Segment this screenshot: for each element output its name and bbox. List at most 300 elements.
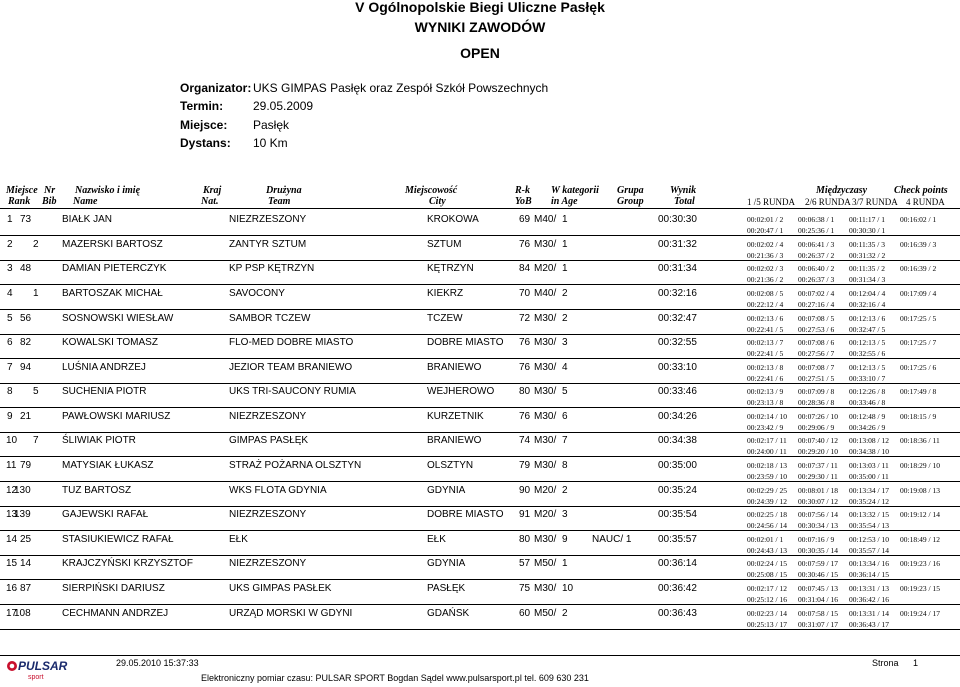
cell-total: 00:32:16 xyxy=(658,288,697,299)
cell-split-s3b: 00:36:42 / 16 xyxy=(849,595,890,604)
cell-yob: 57 xyxy=(519,558,531,569)
cell-split-s4a: 00:18:49 / 12 xyxy=(900,535,941,544)
cell-split-s4a: 00:19:08 / 13 xyxy=(900,486,941,495)
row-separator xyxy=(0,481,960,482)
cell-split-s2a: 00:07:59 / 17 xyxy=(798,559,839,568)
cell-split-s1a: 00:02:13 / 8 xyxy=(747,363,784,372)
cell-split-s3b: 00:32:47 / 5 xyxy=(849,325,886,334)
cell-split-s2a: 00:07:08 / 7 xyxy=(798,363,835,372)
cell-split-s3a: 00:11:35 / 2 xyxy=(849,264,885,273)
table-row xyxy=(0,287,960,310)
cell-bib: 1 xyxy=(33,288,39,299)
row-separator xyxy=(0,407,960,408)
cell-city: BRANIEWO xyxy=(427,435,482,446)
cell-city: BRANIEWO xyxy=(427,362,482,373)
cell-split-s1a: 00:02:02 / 4 xyxy=(747,240,784,249)
cell-split-s3b: 00:35:54 / 13 xyxy=(849,521,890,530)
cell-team: FLO-MED DOBRE MIASTO xyxy=(229,337,354,348)
cell-split-s3b: 00:34:26 / 9 xyxy=(849,423,886,432)
header-name: Name xyxy=(73,196,98,207)
row-separator xyxy=(0,604,960,605)
header-team: Team xyxy=(268,196,291,207)
cell-yob: 90 xyxy=(519,485,531,496)
table-row xyxy=(0,336,960,359)
cell-split-s3b: 00:33:46 / 8 xyxy=(849,398,886,407)
cell-team: STRAŻ POŻARNA OLSZTYN xyxy=(229,460,362,471)
organizer-label: Organizator: xyxy=(180,81,252,95)
cell-split-s3a: 00:13:08 / 12 xyxy=(849,436,890,445)
cell-category: M30/ xyxy=(534,534,557,545)
header-yob: YoB xyxy=(515,196,532,207)
cell-yob: 76 xyxy=(519,239,531,250)
cell-split-s4a: 00:19:24 / 17 xyxy=(900,609,941,618)
cell-split-s2a: 00:06:40 / 2 xyxy=(798,264,835,273)
cell-total: 00:36:14 xyxy=(658,558,697,569)
cell-city: PASŁĘK xyxy=(427,583,466,594)
cell-name: TUZ BARTOSZ xyxy=(62,485,132,496)
cell-total: 00:33:10 xyxy=(658,362,697,373)
cell-split-s3b: 00:32:16 / 4 xyxy=(849,300,886,309)
header-split-1: 1 /5 RUNDA xyxy=(747,197,796,207)
cell-category-position: 2 xyxy=(562,608,568,619)
cell-place: 12 xyxy=(6,485,18,496)
cell-category: M30/ xyxy=(534,411,557,422)
cell-category-position: 3 xyxy=(562,337,568,348)
cell-split-s2b: 00:26:37 / 3 xyxy=(798,275,835,284)
row-separator xyxy=(0,334,960,335)
cell-city: WEJHEROWO xyxy=(427,386,495,397)
cell-split-s4a: 00:17:09 / 4 xyxy=(900,289,937,298)
cell-split-s1a: 00:02:24 / 15 xyxy=(747,559,788,568)
cell-split-s1a: 00:02:18 / 13 xyxy=(747,461,788,470)
cell-split-s1b: 00:25:13 / 17 xyxy=(747,620,788,629)
cell-total: 00:36:42 xyxy=(658,583,697,594)
cell-category-position: 3 xyxy=(562,509,568,520)
row-separator xyxy=(0,555,960,556)
cell-bib: 94 xyxy=(20,362,32,373)
header-kraj: Kraj xyxy=(203,185,222,196)
header-grupa: Grupa xyxy=(617,185,644,196)
cell-place: 11 xyxy=(6,460,17,471)
page-number: 1 xyxy=(913,658,919,668)
cell-split-s3b: 00:31:32 / 2 xyxy=(849,251,886,260)
cell-yob: 74 xyxy=(519,435,531,446)
cell-team: UKS GIMPAS PASŁEK xyxy=(229,583,332,594)
cell-place: 17 xyxy=(6,608,18,619)
table-row xyxy=(0,361,960,384)
cell-bib: 5 xyxy=(33,386,39,397)
cell-split-s1b: 00:23:59 / 10 xyxy=(747,472,788,481)
row-separator xyxy=(0,309,960,310)
cell-total: 00:32:47 xyxy=(658,313,697,324)
table-row xyxy=(0,262,960,285)
cell-bib: 108 xyxy=(14,608,31,619)
cell-yob: 84 xyxy=(519,263,531,274)
header-split-3: 3/7 RUNDA xyxy=(852,197,898,207)
cell-split-s4a: 00:18:36 / 11 xyxy=(900,436,940,445)
cell-team: NIEZRZESZONY xyxy=(229,509,307,520)
cell-bib: 73 xyxy=(20,214,32,225)
cell-name: SIERPIŃSKI DARIUSZ xyxy=(62,583,165,594)
table-row xyxy=(0,582,960,605)
cell-category: M20/ xyxy=(534,509,557,520)
header-rule xyxy=(0,208,960,209)
cell-split-s4a: 00:19:12 / 14 xyxy=(900,510,941,519)
cell-place: 3 xyxy=(7,263,13,274)
cell-split-s2b: 00:27:56 / 7 xyxy=(798,349,835,358)
date-label: Termin: xyxy=(180,99,224,113)
cell-split-s1a: 00:02:13 / 9 xyxy=(747,387,784,396)
cell-split-s2b: 00:30:35 / 14 xyxy=(798,546,839,555)
cell-split-s1a: 00:02:02 / 3 xyxy=(747,264,784,273)
cell-city: GDAŃSK xyxy=(427,608,470,619)
cell-split-s1b: 00:21:36 / 3 xyxy=(747,251,784,260)
header-split-4: 4 RUNDA xyxy=(906,197,945,207)
table-row xyxy=(0,434,960,457)
cell-city: KĘTRZYN xyxy=(427,263,474,274)
cell-bib: 82 xyxy=(20,337,32,348)
cell-split-s1a: 00:02:23 / 14 xyxy=(747,609,788,618)
cell-yob: 76 xyxy=(519,411,531,422)
cell-category: M30/ xyxy=(534,460,557,471)
cell-split-s1b: 00:23:13 / 8 xyxy=(747,398,784,407)
cell-total: 00:32:55 xyxy=(658,337,697,348)
cell-name: STASIUKIEWICZ RAFAŁ xyxy=(62,534,174,545)
cell-split-s3a: 00:11:17 / 1 xyxy=(849,215,885,224)
row-separator xyxy=(0,506,960,507)
cell-name: BIAŁK JAN xyxy=(62,214,113,225)
cell-yob: 70 xyxy=(519,288,531,299)
cell-city: DOBRE MIASTO xyxy=(427,509,504,520)
cell-split-s4a: 00:16:02 / 1 xyxy=(900,215,937,224)
table-row xyxy=(0,484,960,507)
cell-split-s4a: 00:16:39 / 2 xyxy=(900,264,937,273)
header-wynik: Wynik xyxy=(670,185,697,196)
header-nat: Nat. xyxy=(201,196,219,207)
footer-rule xyxy=(0,655,960,656)
cell-category: M40/ xyxy=(534,214,557,225)
row-separator xyxy=(0,530,960,531)
table-row xyxy=(0,410,960,433)
cell-total: 00:33:46 xyxy=(658,386,697,397)
cell-split-s1b: 00:23:42 / 9 xyxy=(747,423,784,432)
table-row xyxy=(0,533,960,556)
cell-yob: 75 xyxy=(519,583,531,594)
cell-city: EŁK xyxy=(427,534,446,545)
cell-place: 9 xyxy=(7,411,13,422)
cell-bib: 25 xyxy=(20,534,32,545)
table-row xyxy=(0,557,960,580)
header-rk: R-k xyxy=(515,185,530,196)
cell-yob: 80 xyxy=(519,386,531,397)
cell-city: GDYNIA xyxy=(427,485,466,496)
table-row xyxy=(0,238,960,261)
cell-category: M50/ xyxy=(534,608,557,619)
cell-place: 1 xyxy=(7,214,13,225)
cell-split-s2a: 00:07:26 / 10 xyxy=(798,412,839,421)
cell-split-s4a: 00:19:23 / 16 xyxy=(900,559,941,568)
cell-group: NAUC/ 1 xyxy=(592,534,632,545)
cell-bib: 56 xyxy=(20,313,32,324)
header-druzyna: Drużyna xyxy=(266,185,302,196)
cell-bib: 139 xyxy=(14,509,31,520)
cell-split-s2a: 00:07:45 / 13 xyxy=(798,584,839,593)
organizer-value: UKS GIMPAS Pasłęk oraz Zespół Szkół Powszechnych xyxy=(253,81,549,95)
cell-category: M20/ xyxy=(534,485,557,496)
cell-split-s1b: 00:24:00 / 11 xyxy=(747,447,787,456)
cell-category: M40/ xyxy=(534,288,557,299)
results-heading: WYNIKI ZAWODÓW xyxy=(414,19,546,35)
cell-total: 00:34:38 xyxy=(658,435,697,446)
cell-total: 00:34:26 xyxy=(658,411,697,422)
cell-category: M30/ xyxy=(534,337,557,348)
cell-category-position: 9 xyxy=(562,534,568,545)
cell-split-s2a: 00:07:37 / 11 xyxy=(798,461,838,470)
cell-split-s2a: 00:07:40 / 12 xyxy=(798,436,839,445)
table-row xyxy=(0,312,960,335)
cell-team: URZĄD MORSKI W GDYNI xyxy=(229,608,353,619)
cell-split-s3a: 00:12:13 / 6 xyxy=(849,314,886,323)
cell-yob: 76 xyxy=(519,337,531,348)
cell-category: M30/ xyxy=(534,583,557,594)
row-separator xyxy=(0,383,960,384)
cell-category-position: 2 xyxy=(562,313,568,324)
cell-split-s1b: 00:22:41 / 6 xyxy=(747,374,784,383)
row-separator xyxy=(0,358,960,359)
cell-city: TCZEW xyxy=(427,313,463,324)
cell-name: PAWŁOWSKI MARIUSZ xyxy=(62,411,171,422)
cell-city: GDYNIA xyxy=(427,558,466,569)
cell-total: 00:35:24 xyxy=(658,485,697,496)
header-miedzyczasy: Międzyczasy xyxy=(816,185,868,196)
cell-split-s2b: 00:26:37 / 2 xyxy=(798,251,835,260)
cell-split-s2b: 00:31:04 / 16 xyxy=(798,595,839,604)
header-checkpoints: Check points xyxy=(894,185,948,196)
cell-category-position: 7 xyxy=(562,435,568,446)
cell-split-s2b: 00:30:07 / 12 xyxy=(798,497,839,506)
table-row xyxy=(0,213,960,236)
cell-place: 2 xyxy=(7,239,13,250)
cell-split-s1b: 00:22:41 / 5 xyxy=(747,325,784,334)
cell-place: 5 xyxy=(7,313,13,324)
row-separator xyxy=(0,284,960,285)
cell-split-s2b: 00:27:16 / 4 xyxy=(798,300,835,309)
logo-sub: sport xyxy=(28,674,44,681)
cell-category: M30/ xyxy=(534,313,557,324)
cell-split-s4a: 00:16:39 / 3 xyxy=(900,240,937,249)
cell-total: 00:36:43 xyxy=(658,608,697,619)
cell-split-s3a: 00:12:48 / 9 xyxy=(849,412,886,421)
cell-split-s1b: 00:25:12 / 16 xyxy=(747,595,788,604)
cell-city: KURZETNIK xyxy=(427,411,484,422)
row-separator xyxy=(0,235,960,236)
cell-split-s3a: 00:13:03 / 11 xyxy=(849,461,889,470)
cell-split-s3a: 00:12:13 / 5 xyxy=(849,363,886,372)
cell-split-s3b: 00:32:55 / 6 xyxy=(849,349,886,358)
header-nazwisko: Nazwisko i imię xyxy=(75,185,141,196)
cell-split-s3b: 00:36:43 / 17 xyxy=(849,620,890,629)
cell-bib: 7 xyxy=(33,435,39,446)
cell-split-s2a: 00:07:56 / 14 xyxy=(798,510,839,519)
cell-name: GAJEWSKI RAFAŁ xyxy=(62,509,149,520)
cell-place: 16 xyxy=(6,583,18,594)
cell-name: DAMIAN PIETERCZYK xyxy=(62,263,167,274)
cell-name: KRAJCZYŃSKI KRZYSZTOF xyxy=(62,558,193,569)
cell-category-position: 10 xyxy=(562,583,574,594)
cell-team: GIMPAS PASŁĘK xyxy=(229,435,309,446)
cell-split-s3b: 00:35:24 / 12 xyxy=(849,497,890,506)
cell-split-s4a: 00:18:15 / 9 xyxy=(900,412,937,421)
cell-category-position: 8 xyxy=(562,460,568,471)
cell-split-s3a: 00:13:31 / 14 xyxy=(849,609,890,618)
cell-category: M20/ xyxy=(534,263,557,274)
cell-split-s2a: 00:07:16 / 9 xyxy=(798,535,835,544)
cell-name: CECHMANN ANDRZEJ xyxy=(62,608,169,619)
cell-split-s3b: 00:34:38 / 10 xyxy=(849,447,890,456)
header-miejsce: Miejsce xyxy=(6,185,38,196)
cell-category: M30/ xyxy=(534,435,557,446)
row-separator xyxy=(0,432,960,433)
cell-category-position: 1 xyxy=(562,214,568,225)
place-label: Miejsce: xyxy=(180,118,228,132)
cell-total: 00:30:30 xyxy=(658,214,697,225)
cell-total: 00:35:57 xyxy=(658,534,697,545)
cell-city: OLSZTYN xyxy=(427,460,474,471)
cell-yob: 80 xyxy=(519,534,531,545)
cell-split-s1a: 00:02:13 / 7 xyxy=(747,338,784,347)
cell-yob: 60 xyxy=(519,608,531,619)
cell-team: NIEZRZESZONY xyxy=(229,214,307,225)
cell-category-position: 6 xyxy=(562,411,568,422)
table-row xyxy=(0,607,960,630)
cell-split-s3b: 00:36:14 / 15 xyxy=(849,570,890,579)
cell-city: DOBRE MIASTO xyxy=(427,337,504,348)
cell-name: LUŚNIA ANDRZEJ xyxy=(62,362,146,373)
cell-category: M30/ xyxy=(534,386,557,397)
cell-split-s2a: 00:06:38 / 1 xyxy=(798,215,835,224)
cell-team: NIEZRZESZONY xyxy=(229,558,307,569)
header-split-2: 2/6 RUNDA xyxy=(805,197,851,207)
header-rank: Rank xyxy=(8,196,31,207)
cell-split-s3a: 00:13:32 / 15 xyxy=(849,510,890,519)
event-title: V Ogólnopolskie Biegi Uliczne Pasłęk xyxy=(355,0,605,15)
date-value: 29.05.2009 xyxy=(253,99,314,113)
cell-bib: 87 xyxy=(20,583,32,594)
cell-category: M30/ xyxy=(534,362,557,373)
header-wkategorii: W kategorii xyxy=(551,185,599,196)
distance-label: Dystans: xyxy=(180,136,231,150)
cell-category-position: 4 xyxy=(562,362,568,373)
table-row xyxy=(0,385,960,408)
cell-split-s1b: 00:25:08 / 15 xyxy=(747,570,788,579)
cell-split-s4a: 00:17:49 / 8 xyxy=(900,387,937,396)
cell-split-s1a: 00:02:08 / 5 xyxy=(747,289,784,298)
cell-split-s2a: 00:08:01 / 18 xyxy=(798,486,839,495)
cell-category: M50/ xyxy=(534,558,557,569)
cell-split-s1b: 00:24:43 / 13 xyxy=(747,546,788,555)
cell-city: KIEKRZ xyxy=(427,288,464,299)
cell-split-s2b: 00:27:53 / 6 xyxy=(798,325,835,334)
cell-split-s3b: 00:31:34 / 3 xyxy=(849,275,886,284)
cell-split-s3a: 00:12:13 / 5 xyxy=(849,338,886,347)
cell-split-s2b: 00:28:36 / 8 xyxy=(798,398,835,407)
cell-split-s3a: 00:12:26 / 8 xyxy=(849,387,886,396)
header-total: Total xyxy=(674,196,695,207)
cell-split-s4a: 00:17:25 / 5 xyxy=(900,314,937,323)
cell-total: 00:31:32 xyxy=(658,239,697,250)
cell-place: 6 xyxy=(7,337,13,348)
cell-name: MATYSIAK ŁUKASZ xyxy=(62,460,154,471)
cell-split-s1a: 00:02:17 / 12 xyxy=(747,584,788,593)
print-datetime: 29.05.2010 15:37:33 xyxy=(116,658,199,668)
cell-place: 13 xyxy=(6,509,18,520)
cell-split-s3a: 00:13:31 / 13 xyxy=(849,584,890,593)
cell-split-s1b: 00:21:36 / 2 xyxy=(747,275,784,284)
header-nr: Nr xyxy=(44,185,56,196)
page-label: Strona xyxy=(872,658,899,668)
cell-yob: 91 xyxy=(519,509,531,520)
cell-split-s1b: 00:24:39 / 12 xyxy=(747,497,788,506)
cell-name: ŚLIWIAK PIOTR xyxy=(62,435,136,446)
cell-split-s1b: 00:22:12 / 4 xyxy=(747,300,784,309)
cell-total: 00:35:54 xyxy=(658,509,697,520)
place-value: Pasłęk xyxy=(253,118,290,132)
cell-split-s1b: 00:22:41 / 5 xyxy=(747,349,784,358)
cell-category-position: 1 xyxy=(562,239,568,250)
timing-credit: Elektroniczny pomiar czasu: PULSAR SPORT Bogdan Sądel www.pulsarsport.pl tel. 609 630 231 xyxy=(201,673,589,683)
cell-split-s1a: 00:02:17 / 11 xyxy=(747,436,787,445)
cell-name: KOWALSKI TOMASZ xyxy=(62,337,158,348)
logo-text: PULSAR xyxy=(18,659,68,673)
cell-category: M30/ xyxy=(534,239,557,250)
cell-split-s3a: 00:12:53 / 10 xyxy=(849,535,890,544)
cell-split-s4a: 00:17:25 / 7 xyxy=(900,338,937,347)
cell-split-s3a: 00:13:34 / 17 xyxy=(849,486,890,495)
cell-split-s1a: 00:02:01 / 2 xyxy=(747,215,784,224)
cell-yob: 76 xyxy=(519,362,531,373)
cell-split-s1a: 00:02:01 / 1 xyxy=(747,535,784,544)
cell-split-s2b: 00:29:06 / 9 xyxy=(798,423,835,432)
cell-place: 7 xyxy=(7,362,13,373)
cell-split-s4a: 00:19:23 / 15 xyxy=(900,584,941,593)
cell-bib: 79 xyxy=(20,460,32,471)
cell-split-s2a: 00:07:02 / 4 xyxy=(798,289,835,298)
header-group: Group xyxy=(617,196,644,207)
cell-split-s1a: 00:02:25 / 18 xyxy=(747,510,788,519)
header-inage: in Age xyxy=(551,196,578,207)
cell-split-s1a: 00:02:13 / 6 xyxy=(747,314,784,323)
cell-split-s3b: 00:35:00 / 11 xyxy=(849,472,889,481)
cell-name: SOSNOWSKI WIESŁAW xyxy=(62,313,174,324)
cell-split-s2b: 00:29:30 / 11 xyxy=(798,472,838,481)
cell-team: SAMBOR TCZEW xyxy=(229,313,311,324)
cell-split-s2b: 00:31:07 / 17 xyxy=(798,620,839,629)
cell-place: 8 xyxy=(7,386,13,397)
cell-split-s2a: 00:07:08 / 6 xyxy=(798,338,835,347)
cell-team: KP PSP KĘTRZYN xyxy=(229,263,315,274)
cell-place: 10 xyxy=(6,435,18,446)
cell-bib: 21 xyxy=(20,411,32,422)
cell-city: KROKOWA xyxy=(427,214,479,225)
cell-bib: 130 xyxy=(14,485,31,496)
cell-bib: 48 xyxy=(20,263,32,274)
cell-place: 4 xyxy=(7,288,13,299)
header-city: City xyxy=(429,196,446,207)
cell-team: NIEZRZESZONY xyxy=(229,411,307,422)
cell-split-s4a: 00:17:25 / 6 xyxy=(900,363,937,372)
cell-team: JEZIOR TEAM BRANIEWO xyxy=(229,362,353,373)
cell-team: WKS FLOTA GDYNIA xyxy=(229,485,327,496)
